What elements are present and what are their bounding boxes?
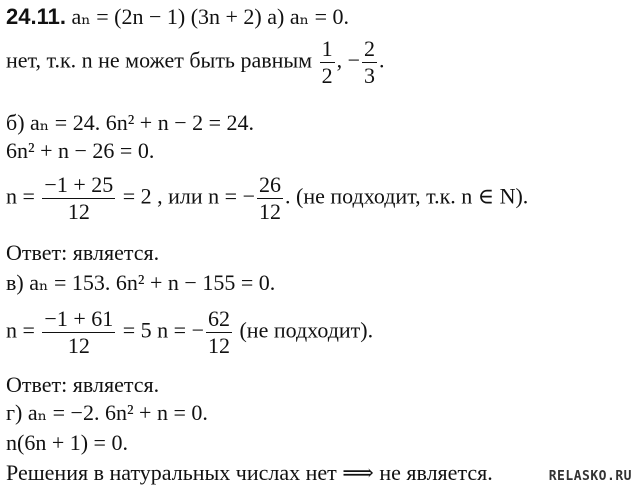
n-equals: n = [6, 183, 35, 209]
root-middle-text: = 5 n = − [122, 317, 204, 343]
part-d-line-1: г) aₙ = −2. 6n² + n = 0. [6, 400, 208, 425]
fraction-numerator: 1 [321, 36, 333, 61]
part-d-line-2: n(6n + 1) = 0. [6, 430, 128, 455]
fraction-denominator: 12 [259, 199, 281, 224]
part-b-answer: Ответ: является. [6, 240, 160, 265]
part-b-solution [6, 172, 528, 225]
fraction-root-2 [206, 306, 232, 359]
part-c-answer: Ответ: является. [6, 372, 160, 397]
site-watermark: RELASKO.RU [548, 469, 632, 484]
problem-header [6, 4, 349, 30]
fraction-numerator: −1 + 25 [44, 172, 114, 197]
part-a-text: нет, т.к. n не может быть равным [6, 47, 313, 73]
fraction-one-half [320, 36, 335, 89]
fraction-numerator: −1 + 61 [44, 306, 114, 331]
problem-number: 24.11. [6, 4, 66, 29]
fraction-separator: , − [336, 47, 361, 73]
fraction-denominator: 3 [364, 63, 376, 88]
part-d-line-3: Решения в натуральных числах нет ⟹ не является. [6, 460, 493, 485]
fraction-root-2 [257, 172, 283, 225]
fraction-root-1 [42, 306, 115, 359]
fraction-denominator: 2 [321, 63, 333, 88]
n-equals: n = [6, 317, 35, 343]
part-b-line-1: б) aₙ = 24. 6n² + n − 2 = 24. [6, 110, 255, 135]
part-b-line-2: 6n² + n − 26 = 0. [6, 138, 155, 163]
fraction-numerator: 26 [259, 172, 281, 197]
fraction-root-1 [42, 172, 115, 225]
fraction-denominator: 12 [67, 333, 90, 358]
fraction-two-thirds [362, 36, 377, 89]
part-a-explanation [6, 36, 385, 89]
part-a-condition: а) aₙ = 0. [267, 4, 350, 29]
fraction-numerator: 2 [364, 36, 376, 61]
root-middle-text: = 2 , или n = − [122, 183, 255, 209]
part-c-line-1: в) aₙ = 153. 6n² + n − 155 = 0. [6, 270, 276, 295]
fraction-numerator: 62 [207, 306, 230, 331]
fraction-denominator: 12 [207, 333, 230, 358]
root-note: . (не подходит, т.к. n ∈ N). [285, 183, 529, 209]
problem-statement: aₙ = (2n − 1) (3n + 2) [71, 4, 262, 29]
part-c-solution [6, 306, 373, 359]
root-note: (не подходит). [233, 317, 374, 343]
fraction-denominator: 12 [67, 199, 90, 224]
line-end: . [379, 47, 385, 73]
